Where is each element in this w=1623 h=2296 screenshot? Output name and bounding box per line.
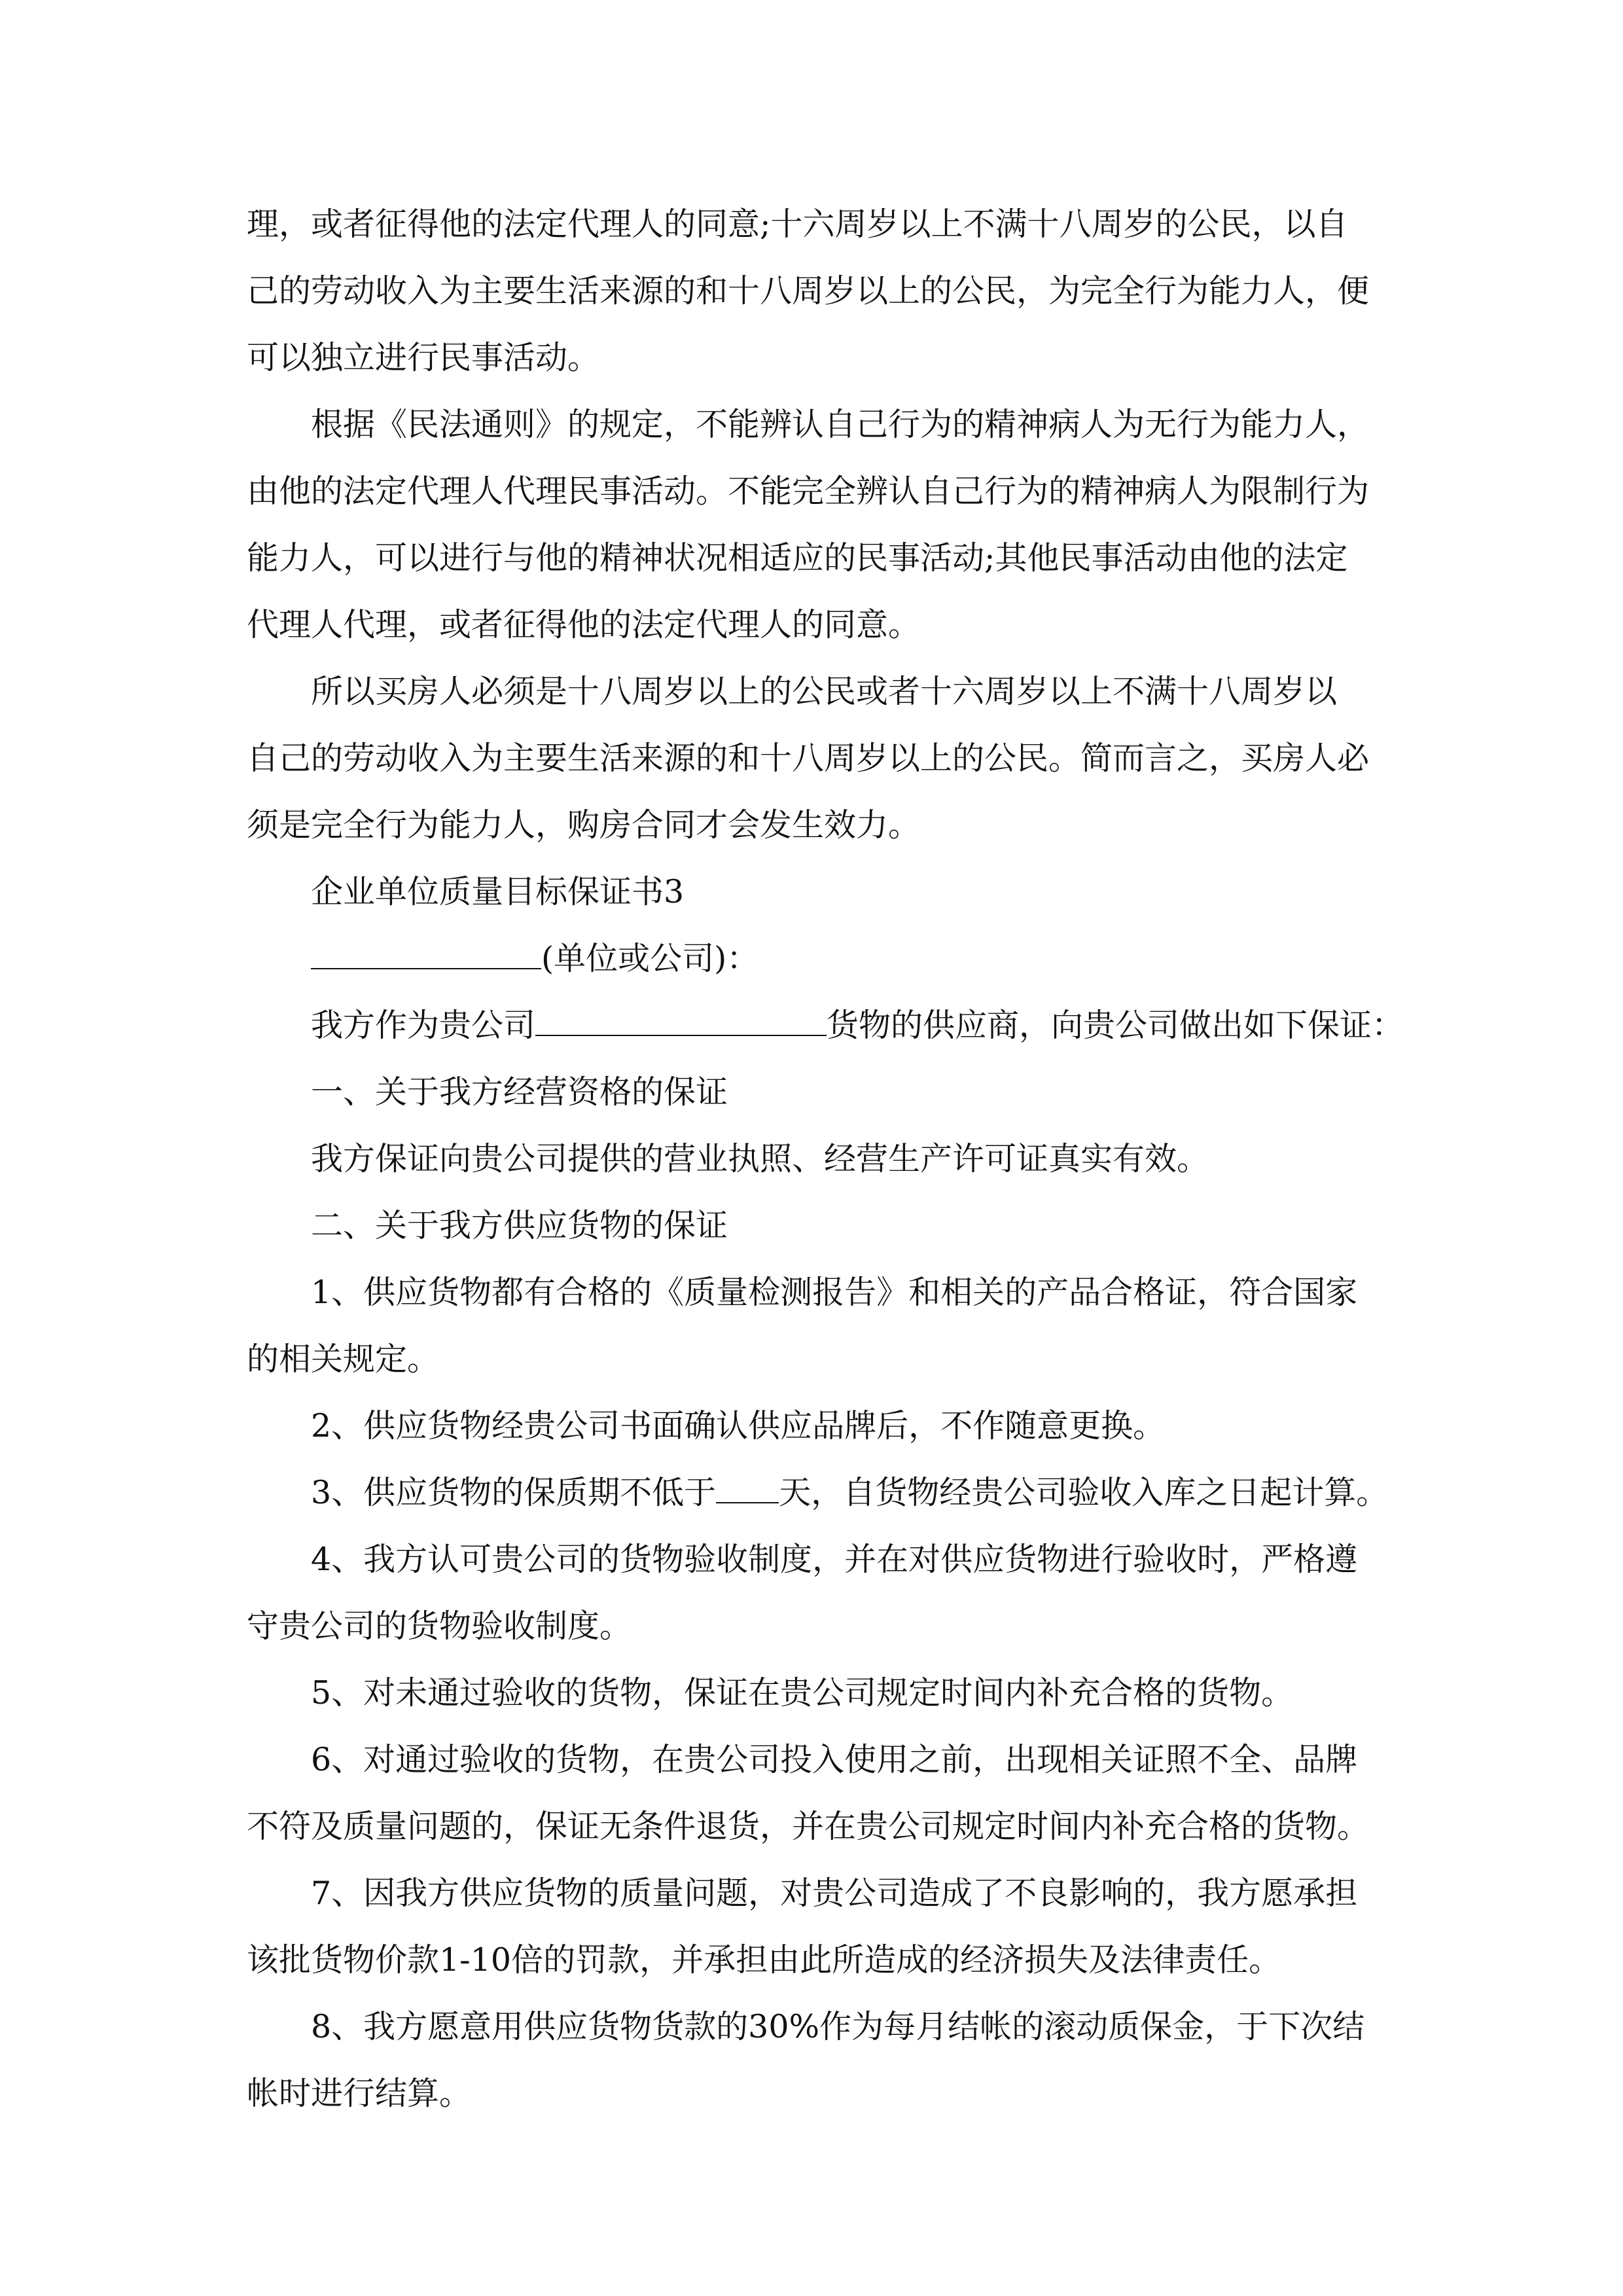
paragraph-2-line-4: 代理人代理，或者征得他的法定代理人的同意。	[247, 606, 921, 643]
goods-name-blank	[535, 998, 827, 1036]
item-6-line-1: 6、对通过验收的货物，在贵公司投入使用之前，出现相关证照不全、品牌	[311, 1741, 1358, 1778]
item-1-line-2: 的相关规定。	[247, 1340, 440, 1378]
item-4-line-1: 4、我方认可贵公司的货物验收制度，并在对供应货物进行验收时，严格遵	[311, 1541, 1358, 1578]
qualification-statement: 我方保证向贵公司提供的营业执照、经营生产许可证真实有效。	[311, 1140, 1209, 1177]
item-3	[247, 1460, 1405, 1526]
intro-before-blank: 我方作为贵公司	[311, 1007, 536, 1044]
item-1-line-1: 1、供应货物都有合格的《质量检测报告》和相关的产品合格证，符合国家	[311, 1274, 1358, 1311]
intro-line	[247, 992, 1405, 1059]
item-3-before-blank: 3、供应货物的保质期不低于	[311, 1474, 717, 1511]
item-7-line-2: 该批货物价款1-10倍的罚款，并承担由此所造成的经济损失及法律责任。	[247, 1941, 1281, 1979]
paragraph-2-line-1: 根据《民法通则》的规定，不能辨认自己行为的精神病人为无行为能力人，	[311, 406, 1370, 443]
addressee-blank	[311, 931, 541, 969]
heading-goods-guarantee: 二、关于我方供应货物的保证	[311, 1207, 728, 1244]
heading-qualification: 一、关于我方经营资格的保证	[311, 1073, 728, 1111]
paragraph-1-line-3: 可以独立进行民事活动。	[247, 339, 600, 376]
item-2: 2、供应货物经贵公司书面确认供应品牌后，不作随意更换。	[311, 1407, 1166, 1444]
item-6-line-2: 不符及质量问题的，保证无条件退货，并在贵公司规定时间内补充合格的货物。	[247, 1808, 1370, 1845]
paragraph-3-line-3: 须是完全行为能力人，购房合同才会发生效力。	[247, 806, 921, 844]
paragraph-1-line-2: 己的劳动收入为主要生活来源的和十八周岁以上的公民，为完全行为能力人，便	[247, 272, 1370, 310]
item-8-line-2: 帐时进行结算。	[247, 2075, 472, 2112]
item-8-line-1: 8、我方愿意用供应货物货款的30%作为每月结帐的滚动质保金，于下次结	[311, 2008, 1365, 2045]
paragraph-1-line-1: 理，或者征得他的法定代理人的同意;十六周岁以上不满十八周岁的公民，以自	[247, 206, 1348, 243]
addressee-line	[247, 925, 1405, 992]
item-7-line-1: 7、因我方供应货物的质量问题，对贵公司造成了不良影响的，我方愿承担	[311, 1874, 1358, 1912]
paragraph-2-line-2: 由他的法定代理人代理民事活动。不能完全辨认自己行为的精神病人为限制行为	[247, 473, 1370, 510]
item-3-after-blank: 天，自货物经贵公司验收入库之日起计算。	[779, 1474, 1389, 1511]
addressee-suffix: (单位或公司)：	[541, 940, 759, 977]
document-body	[247, 191, 1405, 2127]
paragraph-3-line-1: 所以买房人必须是十八周岁以上的公民或者十六周岁以上不满十八周岁以	[311, 673, 1338, 710]
item-4-line-2: 守贵公司的货物验收制度。	[247, 1607, 632, 1645]
shelf-life-days-blank	[716, 1465, 779, 1503]
paragraph-3-line-2: 自己的劳动收入为主要生活来源的和十八周岁以上的公民。简而言之，买房人必	[247, 740, 1370, 777]
intro-after-blank: 货物的供应商，向贵公司做出如下保证：	[827, 1007, 1404, 1044]
section-title: 企业单位质量目标保证书3	[311, 873, 685, 910]
paragraph-2-line-3: 能力人，可以进行与他的精神状况相适应的民事活动;其他民事活动由他的法定	[247, 539, 1348, 577]
item-5: 5、对未通过验收的货物，保证在贵公司规定时间内补充合格的货物。	[311, 1674, 1294, 1712]
